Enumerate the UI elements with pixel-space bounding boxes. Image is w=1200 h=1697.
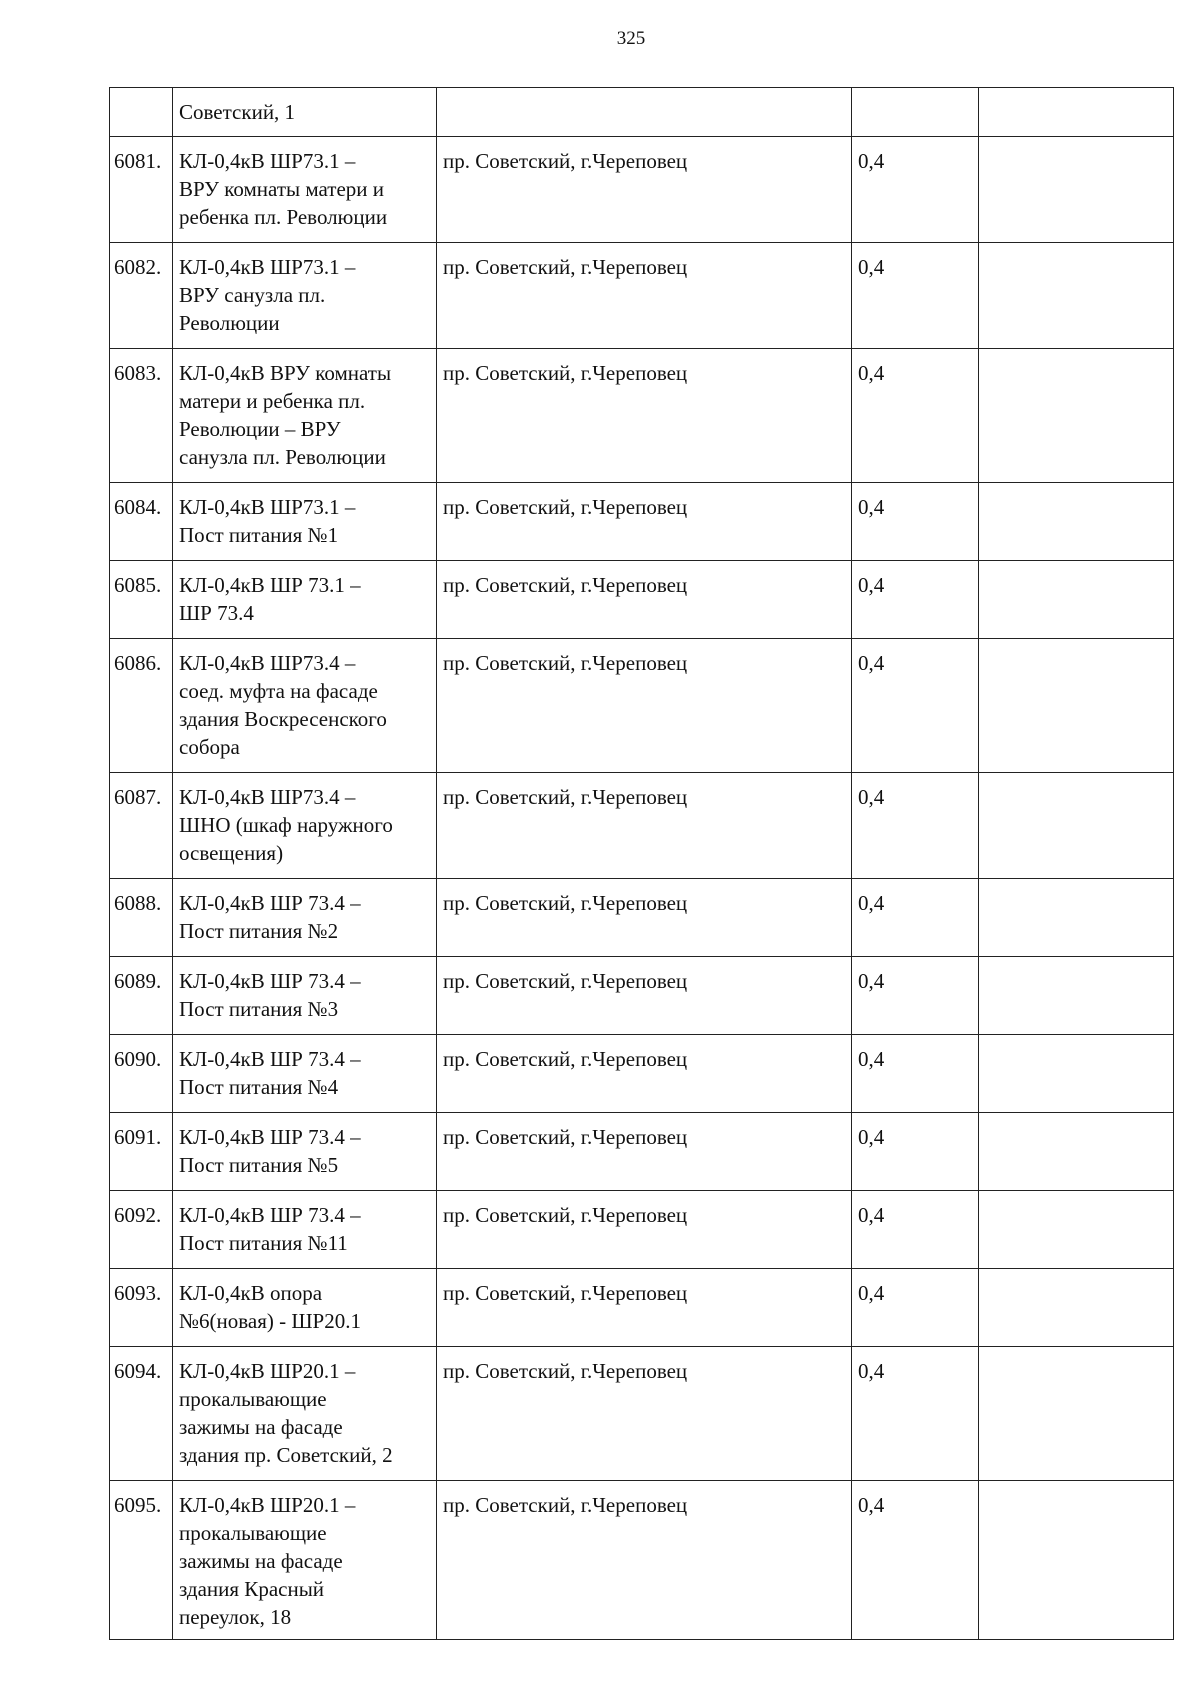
extra-cell	[979, 639, 1174, 773]
row-number: 6093.	[110, 1269, 173, 1347]
address-cell: пр. Советский, г.Череповец	[437, 483, 852, 561]
object-name-cell	[173, 773, 437, 879]
row-number: 6091.	[110, 1113, 173, 1191]
object-name-cell	[173, 1113, 437, 1191]
row-number: 6086.	[110, 639, 173, 773]
row-number: 6082.	[110, 243, 173, 349]
table-row	[110, 561, 1174, 639]
object-name-line: №6(новая) - ШР20.1	[179, 1309, 361, 1333]
row-number: 6087.	[110, 773, 173, 879]
object-name-cell	[173, 349, 437, 483]
object-name-line: прокалывающие	[179, 1387, 327, 1411]
voltage-cell: 0,4	[852, 349, 979, 483]
page-number: 325	[616, 28, 646, 49]
object-name-cell	[173, 137, 437, 243]
voltage-cell: 0,4	[852, 1035, 979, 1113]
row-number: 6085.	[110, 561, 173, 639]
object-name-line: КЛ-0,4кВ ШР73.4 –	[179, 651, 356, 675]
object-name-line: зажимы на фасаде	[179, 1415, 343, 1439]
voltage-cell: 0,4	[852, 483, 979, 561]
table-row	[110, 483, 1174, 561]
object-name-line: Пост питания №11	[179, 1231, 348, 1255]
address-cell: пр. Советский, г.Череповец	[437, 639, 852, 773]
object-name-line: Пост питания №1	[179, 523, 339, 547]
object-name-line: ШНО (шкаф наружного	[179, 813, 393, 837]
object-name-line: КЛ-0,4кВ ШР20.1 –	[179, 1359, 356, 1383]
extra-cell	[979, 349, 1174, 483]
address-cell: пр. Советский, г.Череповец	[437, 349, 852, 483]
voltage-cell: 0,4	[852, 243, 979, 349]
object-name-cell	[173, 1035, 437, 1113]
extra-cell	[979, 773, 1174, 879]
voltage-cell: 0,4	[852, 773, 979, 879]
row-number: 6092.	[110, 1191, 173, 1269]
object-name-cell	[173, 88, 437, 137]
object-name-line: Пост питания №3	[179, 997, 339, 1021]
object-name-line: Пост питания №4	[179, 1075, 339, 1099]
address-cell: пр. Советский, г.Череповец	[437, 1481, 852, 1640]
table-row	[110, 243, 1174, 349]
voltage-cell: 0,4	[852, 1347, 979, 1481]
object-name-line: освещения)	[179, 841, 284, 865]
object-name-line: Пост питания №2	[179, 919, 339, 943]
address-cell: пр. Советский, г.Череповец	[437, 561, 852, 639]
object-name-line: ШР 73.4	[179, 601, 254, 625]
table-row	[110, 349, 1174, 483]
extra-cell	[979, 879, 1174, 957]
object-name-line: ребенка пл. Революции	[179, 205, 388, 229]
object-name-line: соед. муфта на фасаде	[179, 679, 378, 703]
voltage-cell: 0,4	[852, 639, 979, 773]
voltage-cell: 0,4	[852, 561, 979, 639]
object-name-line: собора	[179, 735, 240, 759]
object-name-line: КЛ-0,4кВ ШР73.1 –	[179, 149, 356, 173]
object-name-cell	[173, 639, 437, 773]
extra-cell	[979, 1347, 1174, 1481]
voltage-cell: 0,4	[852, 137, 979, 243]
objects-table	[109, 87, 1174, 1640]
object-name-line: Пост питания №5	[179, 1153, 339, 1177]
object-name-line: КЛ-0,4кВ ШР 73.1 –	[179, 573, 361, 597]
object-name-line: КЛ-0,4кВ ШР20.1 –	[179, 1493, 356, 1517]
object-name-line: КЛ-0,4кВ ШР 73.4 –	[179, 891, 361, 915]
table-row	[110, 1269, 1174, 1347]
address-cell: пр. Советский, г.Череповец	[437, 243, 852, 349]
table-row	[110, 1481, 1174, 1640]
voltage-cell: 0,4	[852, 879, 979, 957]
extra-cell	[979, 1191, 1174, 1269]
voltage-cell: 0,4	[852, 1191, 979, 1269]
address-cell: пр. Советский, г.Череповец	[437, 1347, 852, 1481]
object-name-line: зажимы на фасаде	[179, 1549, 343, 1573]
table-row	[110, 1035, 1174, 1113]
row-number: 6081.	[110, 137, 173, 243]
object-name-line: КЛ-0,4кВ ШР73.1 –	[179, 495, 356, 519]
table-row	[110, 137, 1174, 243]
object-name-cell	[173, 1269, 437, 1347]
object-name-line: ВРУ комнаты матери и	[179, 177, 385, 201]
extra-cell	[979, 137, 1174, 243]
object-name-cell	[173, 561, 437, 639]
row-number: 6084.	[110, 483, 173, 561]
extra-cell	[979, 88, 1174, 137]
object-name-cell	[173, 1191, 437, 1269]
voltage-cell: 0,4	[852, 1113, 979, 1191]
voltage-cell: 0,4	[852, 1481, 979, 1640]
object-name-line: КЛ-0,4кВ ШР73.1 –	[179, 255, 356, 279]
row-number: 6088.	[110, 879, 173, 957]
object-name-line: КЛ-0,4кВ опора	[179, 1281, 323, 1305]
table-row	[110, 1113, 1174, 1191]
table-row	[110, 1347, 1174, 1481]
address-cell: пр. Советский, г.Череповец	[437, 957, 852, 1035]
object-name-line: санузла пл. Революции	[179, 445, 386, 469]
object-name-line: Революции – ВРУ	[179, 417, 341, 441]
table-row	[110, 773, 1174, 879]
object-name-line: КЛ-0,4кВ ВРУ комнаты	[179, 361, 392, 385]
address-cell: пр. Советский, г.Череповец	[437, 1113, 852, 1191]
table-row	[110, 879, 1174, 957]
object-name-line: КЛ-0,4кВ ШР 73.4 –	[179, 1203, 361, 1227]
extra-cell	[979, 1481, 1174, 1640]
object-name-cell	[173, 1347, 437, 1481]
object-name-line: Революции	[179, 311, 280, 335]
object-name-cell	[173, 1481, 437, 1640]
object-name-line: здания Красный	[179, 1577, 325, 1601]
address-cell	[437, 88, 852, 137]
row-number: 6094.	[110, 1347, 173, 1481]
object-name-cell	[173, 879, 437, 957]
table-row	[110, 639, 1174, 773]
object-name-line: прокалывающие	[179, 1521, 327, 1545]
table-row	[110, 1191, 1174, 1269]
row-number: 6090.	[110, 1035, 173, 1113]
extra-cell	[979, 1113, 1174, 1191]
address-cell: пр. Советский, г.Череповец	[437, 1035, 852, 1113]
object-name-line: Советский, 1	[179, 100, 296, 124]
extra-cell	[979, 561, 1174, 639]
extra-cell	[979, 243, 1174, 349]
voltage-cell: 0,4	[852, 1269, 979, 1347]
row-number: 6095.	[110, 1481, 173, 1640]
voltage-cell: 0,4	[852, 957, 979, 1035]
object-name-line: КЛ-0,4кВ ШР73.4 –	[179, 785, 356, 809]
object-name-cell	[173, 483, 437, 561]
object-name-line: здания пр. Советский, 2	[179, 1443, 393, 1467]
object-name-line: КЛ-0,4кВ ШР 73.4 –	[179, 969, 361, 993]
object-name-cell	[173, 957, 437, 1035]
extra-cell	[979, 957, 1174, 1035]
extra-cell	[979, 1035, 1174, 1113]
object-name-cell	[173, 243, 437, 349]
table-row	[110, 88, 1174, 137]
object-name-line: КЛ-0,4кВ ШР 73.4 –	[179, 1047, 361, 1071]
address-cell: пр. Советский, г.Череповец	[437, 137, 852, 243]
address-cell: пр. Советский, г.Череповец	[437, 773, 852, 879]
address-cell: пр. Советский, г.Череповец	[437, 1269, 852, 1347]
address-cell: пр. Советский, г.Череповец	[437, 879, 852, 957]
extra-cell	[979, 1269, 1174, 1347]
object-name-line: матери и ребенка пл.	[179, 389, 366, 413]
object-name-line: ВРУ санузла пл.	[179, 283, 326, 307]
table-row	[110, 957, 1174, 1035]
row-number: 6083.	[110, 349, 173, 483]
voltage-cell	[852, 88, 979, 137]
row-number	[110, 88, 173, 137]
extra-cell	[979, 483, 1174, 561]
object-name-line: здания Воскресенского	[179, 707, 387, 731]
address-cell: пр. Советский, г.Череповец	[437, 1191, 852, 1269]
row-number: 6089.	[110, 957, 173, 1035]
object-name-line: КЛ-0,4кВ ШР 73.4 –	[179, 1125, 361, 1149]
object-name-line: переулок, 18	[179, 1605, 292, 1629]
